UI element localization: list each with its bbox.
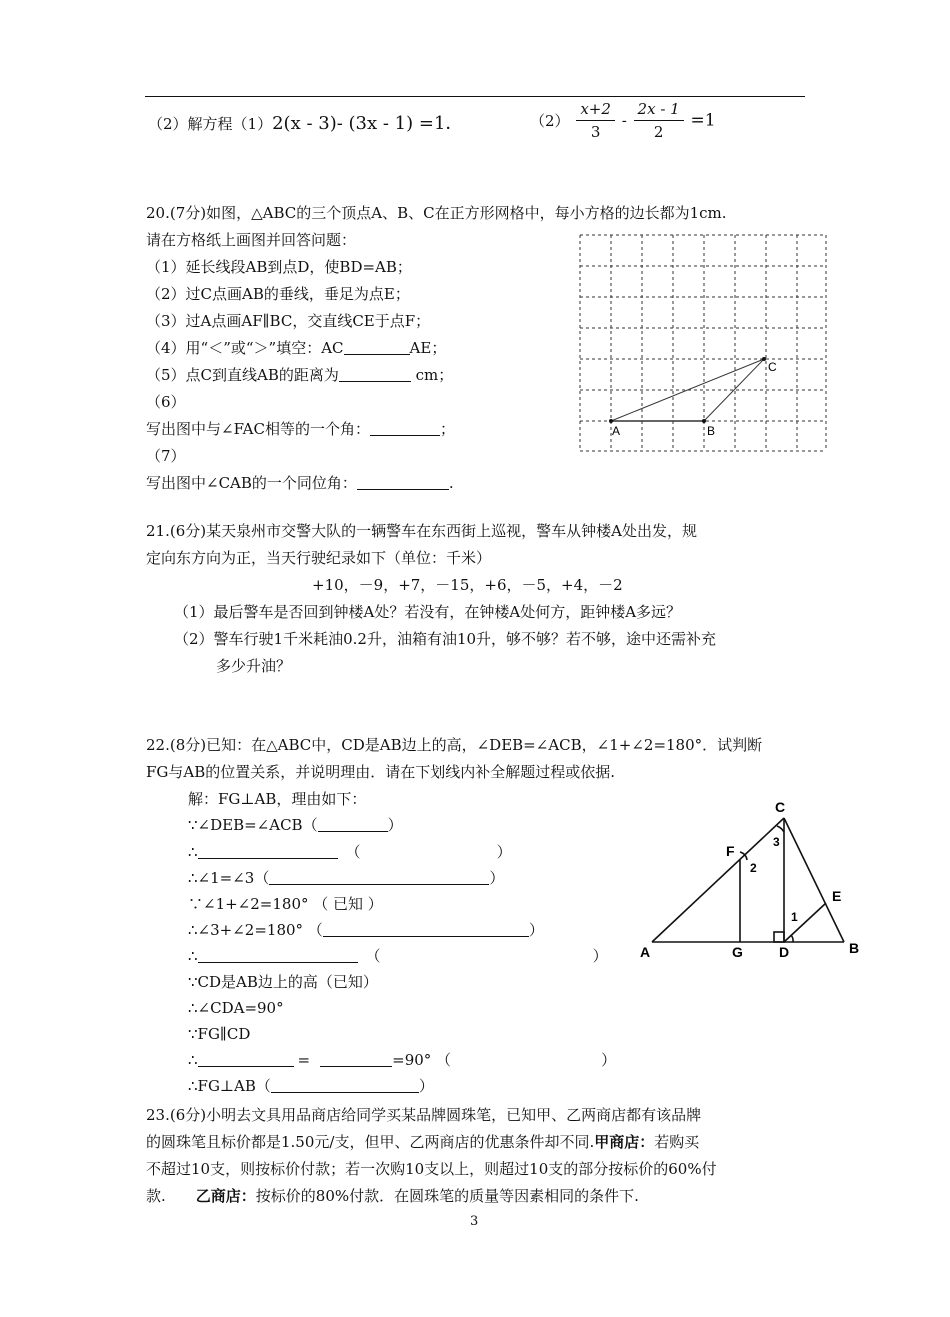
q23-line2-text: 的圆珠笔且标价都是1.50元/支，但甲、乙两商店的优惠条件却不同. [146, 1133, 595, 1151]
q19-eq1: 2(x - 3)- (3x - 1) =1． [272, 113, 464, 134]
reason-blank[interactable] [269, 868, 489, 885]
step-text: ∴FG⊥AB（ [188, 1077, 271, 1095]
q20-item7-tail: . [448, 474, 454, 492]
q22-line1: 22.(8分)已知：在△ABC中，CD是AB边上的高，∠DEB=∠ACB，∠1+∠2=180°．试判断 [146, 736, 763, 754]
step-text: ∴∠3+∠2=180° （ [188, 921, 323, 939]
fraction-2 [634, 98, 684, 143]
q22-step5 [188, 917, 544, 943]
label-2: 2 [750, 861, 757, 875]
q20-item6: （6） [146, 393, 186, 411]
q22-step6 [188, 943, 608, 969]
step-open: （ [345, 843, 361, 861]
step-text: ∴ [188, 1051, 198, 1069]
q22-step3 [188, 865, 504, 891]
header-rule [145, 96, 805, 97]
label-b: B [849, 940, 860, 956]
q22-step1 [188, 812, 403, 838]
q20-item5 [146, 362, 453, 388]
q19-label: （2）解方程（1） [148, 115, 273, 133]
step-close: ） [601, 1051, 617, 1069]
label-a: A [612, 424, 621, 438]
q22-step7: ∵CD是AB边上的高（已知） [188, 973, 378, 991]
step-text: ∵∠DEB=∠ACB（ [188, 816, 318, 834]
step-close: ） [592, 947, 608, 965]
label-d: D [779, 944, 790, 960]
q23-line4 [146, 1183, 639, 1209]
label-b: B [707, 424, 716, 438]
fraction-2-num: 2x - 1 [634, 98, 684, 121]
point-b [702, 419, 706, 423]
q19-equations [148, 104, 463, 154]
q23-line2 [146, 1129, 699, 1155]
reason-blank[interactable] [271, 1076, 419, 1093]
shop-b-label: 乙商店： [195, 1188, 256, 1205]
q20-item6-text [146, 416, 455, 442]
q22-step10 [188, 1047, 616, 1073]
q23-line4-text: 按标价的80%付款．在圆珠笔的质量等因素相同的条件下. [255, 1187, 639, 1205]
statement-blank[interactable] [198, 842, 338, 859]
q21-sub1: （1）最后警车是否回到钟楼A处？若没有，在钟楼A处何方，距钟楼A多远？ [174, 603, 682, 621]
q19-fraction-equation [530, 98, 716, 152]
q23-line3: 不超过10支，则按标价付款；若一次购10支以上，则超过10支的部分按标价的60%付 [146, 1160, 717, 1178]
angle-blank-1[interactable] [198, 1050, 294, 1067]
q21-line2: 定向东方向为正，当天行驶纪录如下（单位：千米） [146, 549, 492, 567]
angle-blank-2[interactable] [320, 1050, 392, 1067]
q20-line1: 20.(7分)如图，△ABC的三个顶点A、B、C在正方形网格中，每小方格的边长都为1cm. [146, 204, 727, 222]
q20-item7-text [146, 470, 454, 496]
q20-item4-tail: AE； [409, 339, 447, 357]
q20-grid-figure [578, 233, 828, 453]
step-close: ） [489, 869, 505, 887]
reason-blank[interactable] [318, 815, 388, 832]
fraction-1 [576, 98, 615, 143]
equals: = [297, 1051, 311, 1069]
q20-item2: （2）过C点画AB的垂线，垂足为点E； [146, 285, 410, 303]
q22-line2: FG与AB的位置关系，并说明理由．请在下划线内补全解题过程或依据. [146, 763, 616, 781]
answer-blank[interactable] [370, 419, 440, 436]
step-text: ∴∠1=∠3（ [188, 869, 270, 887]
minus-sign: - [621, 111, 627, 130]
step-open: （ [365, 947, 381, 965]
triangle-lines [652, 818, 844, 942]
q22-step4: ∵∠1+∠2=180° （ 已知 ） [188, 895, 383, 913]
q23-line4-head: 款. [146, 1187, 166, 1205]
step-close: ） [387, 816, 403, 834]
fraction-2-den: 2 [653, 123, 664, 141]
step-open: =90° （ [392, 1051, 452, 1069]
triangle-abc [611, 359, 764, 421]
answer-blank[interactable] [357, 473, 449, 490]
q21-line1: 21.(6分)某天泉州市交警大队的一辆警车在东西街上巡视，警车从钟楼A处出发，规 [146, 522, 697, 540]
point-a [609, 419, 613, 423]
q20-item6-tail: ； [439, 420, 455, 438]
q22-triangle-figure [636, 800, 868, 964]
step-text: ∴ [188, 843, 198, 861]
answer-blank[interactable] [344, 338, 410, 355]
q19-label2: （2） [530, 112, 570, 130]
label-a: A [640, 944, 651, 960]
q20-item3: （3）过A点画AF∥BC，交直线CE于点F； [146, 312, 431, 330]
q20-item1: （1）延长线段AB到点D，使BD=AB； [146, 258, 412, 276]
shop-a-label: 甲商店： [594, 1134, 655, 1151]
step-text: ∴ [188, 947, 198, 965]
q20-item4 [146, 335, 446, 361]
label-3: 3 [773, 835, 780, 849]
page-number: 3 [470, 1214, 479, 1229]
q20-item7-prompt: 写出图中∠CAB的一个同位角： [146, 474, 357, 492]
rhs: =1 [690, 110, 716, 131]
step-close: ） [528, 921, 544, 939]
q20-item5-tail: cm； [410, 366, 454, 384]
label-g: G [732, 944, 743, 960]
q22-step11 [188, 1073, 434, 1099]
q21-sub2-cont: 多少升油？ [216, 657, 292, 675]
q21-sub2: （2）警车行驶1千米耗油0.2升，油箱有油10升，够不够？若不够，途中还需补充 [174, 630, 717, 648]
q20-item6-prompt: 写出图中与∠FAC相等的一个角： [146, 420, 370, 438]
answer-blank[interactable] [339, 365, 411, 382]
q22-solution-head: 解：FG⊥AB，理由如下： [188, 790, 367, 808]
q22-step8: ∴∠CDA=90° [188, 999, 284, 1017]
label-c: C [768, 360, 777, 374]
statement-blank[interactable] [198, 946, 358, 963]
label-1: 1 [791, 910, 798, 924]
q21-record: +10，－9，+7，－15，+6，－5，+4，－2 [312, 576, 623, 594]
q20-item5-text: （5）点C到直线AB的距离为 [146, 366, 339, 384]
q20-line2: 请在方格纸上画图并回答问题： [146, 231, 357, 249]
point-c [762, 357, 766, 361]
q22-step9: ∵FG∥CD [188, 1025, 251, 1043]
fraction-1-den: 3 [590, 123, 601, 141]
label-f: F [726, 843, 735, 859]
step-close: ） [418, 1077, 434, 1095]
q20-item7: （7） [146, 447, 186, 465]
label-c: C [775, 800, 786, 815]
fraction-1-num: x+2 [576, 98, 615, 121]
q23-line1: 23.(6分)小明去文具用品商店给同学买某品牌圆珠笔，已知甲、乙两商店都有该品牌 [146, 1106, 702, 1124]
q23-line2-tail: 若购买 [654, 1133, 700, 1151]
q20-item4-text: （4）用“＜”或“＞”填空：AC [146, 339, 344, 357]
reason-blank[interactable] [323, 920, 529, 937]
label-e: E [832, 888, 842, 904]
q22-step2 [188, 839, 512, 865]
step-close: ） [496, 843, 512, 861]
